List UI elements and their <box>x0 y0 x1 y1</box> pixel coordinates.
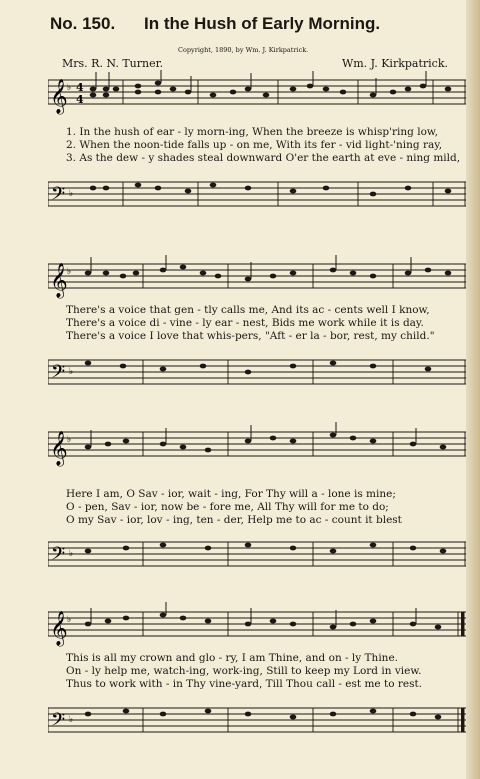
hymn-number: No. 150. <box>50 14 116 33</box>
bass-staff <box>48 530 468 578</box>
lyrics-block-2 <box>66 304 466 343</box>
music-system-2 <box>48 252 468 387</box>
lyric-verse-3: There's a voice I love that whis-pers, "Aft - er la - bor, rest, my child." <box>66 330 435 342</box>
lyric-verse-1: 1. In the hush of ear - ly morn-ing, When the breeze is whisp'ring low, <box>66 126 438 138</box>
hymn-title: In the Hush of Early Morning. <box>144 14 381 33</box>
time-sig-bottom: 4 <box>76 93 84 106</box>
bass-staff <box>48 696 468 744</box>
treble-staff <box>48 420 468 468</box>
svg-text:♭: ♭ <box>67 267 72 277</box>
treble-clef-icon: 𝄞 <box>50 611 68 646</box>
svg-text:♭: ♭ <box>69 549 74 559</box>
lyric-verse-2: 2. When the noon-tide falls up - on me, With its fer - vid light-'ning ray, <box>66 139 443 151</box>
treble-staff <box>48 600 468 648</box>
treble-staff <box>48 68 468 116</box>
lyric-verse-2: On - ly help me, watch-ing, work-ing, Still to keep my Lord in view. <box>66 665 422 677</box>
lyric-verse-3: O my Sav - ior, lov - ing, ten - der, Help me to ac - count it blest <box>66 514 402 526</box>
page-edge <box>466 0 480 779</box>
treble-staff <box>48 252 468 300</box>
lyric-verse-1: There's a voice that gen - tly calls me, And its ac - cents well I know, <box>66 304 430 316</box>
bass-clef-icon: 𝄢 <box>51 184 66 209</box>
lyric-verse-3: 3. As the dew - y shades steal downward O'er the earth at eve - ning mild, <box>66 152 461 164</box>
lyric-verse-2: O - pen, Sav - ior, now be - fore me, All Thy will for me to do; <box>66 501 389 513</box>
music-system-4 <box>48 600 468 735</box>
lyric-verse-1: Here I am, O Sav - ior, wait - ing, For Thy will a - lone is mine; <box>66 488 396 500</box>
lyric-verse-1: This is all my crown and glo - ry, I am Thine, and on - ly Thine. <box>66 652 398 664</box>
lyrics-block-3 <box>66 488 466 527</box>
svg-text:♭: ♭ <box>69 367 74 377</box>
bass-clef-icon: 𝄢 <box>51 710 66 735</box>
bass-staff <box>48 170 468 218</box>
lyrics-block-4 <box>66 652 466 691</box>
music-system-3 <box>48 420 468 569</box>
bass-clef-icon: 𝄢 <box>51 362 66 387</box>
author-credit: Mrs. R. N. Turner. <box>62 57 164 70</box>
lyric-verse-2: There's a voice di - vine - ly ear - nest, Bids me work while it is day. <box>66 317 424 329</box>
time-sig-top: 4 <box>76 81 84 94</box>
svg-text:♭: ♭ <box>67 615 72 625</box>
composer-credit: Wm. J. Kirkpatrick. <box>341 57 448 70</box>
treble-clef-icon: 𝄞 <box>50 431 68 466</box>
music-system-1 <box>48 68 468 209</box>
bass-clef-icon: 𝄢 <box>51 544 66 569</box>
lyric-verse-3: Thus to work with - in Thy vine-yard, Till Thou call - est me to rest. <box>66 678 423 690</box>
lyrics-block-1 <box>66 126 466 165</box>
copyright-notice: Copyright, 1890, by Wm. J. Kirkpatrick. <box>178 46 309 54</box>
treble-clef-icon: 𝄞 <box>50 79 68 114</box>
treble-clef-icon: 𝄞 <box>50 263 68 298</box>
svg-text:♭: ♭ <box>69 715 74 725</box>
bass-staff <box>48 348 468 396</box>
svg-text:♭: ♭ <box>69 189 74 199</box>
svg-text:♭: ♭ <box>67 83 72 93</box>
svg-text:♭: ♭ <box>67 435 72 445</box>
